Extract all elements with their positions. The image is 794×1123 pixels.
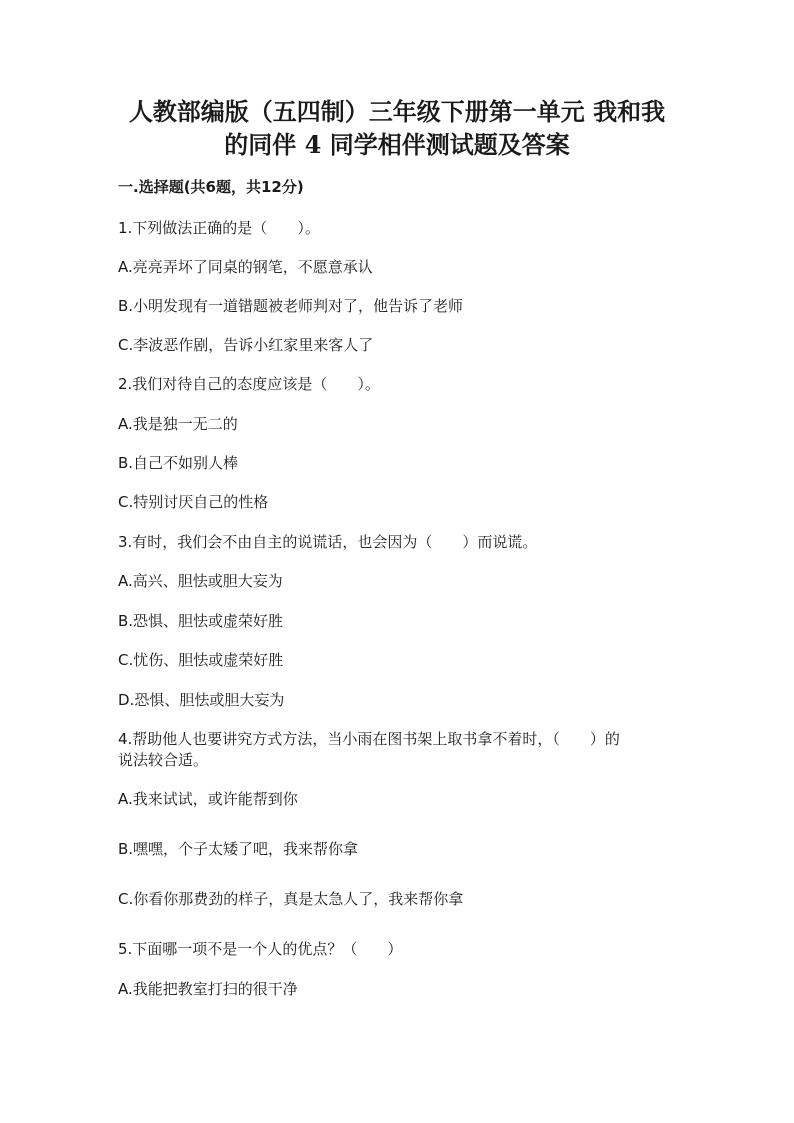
question-3-option-a: A.高兴、胆怯或胆大妄为 <box>118 572 283 590</box>
question-4-stem-line1: 4.帮助他人也要讲究方式方法，当小雨在图书架上取书拿不着时，（ ）的 <box>118 730 620 748</box>
question-4-option-c: C.你看你那费劲的样子，真是太急人了，我来帮你拿 <box>118 890 464 908</box>
question-2-stem: 2.我们对待自己的态度应该是（ ）。 <box>118 375 380 393</box>
question-1-option-a: A.亮亮弄坏了同桌的钢笔，不愿意承认 <box>118 258 373 276</box>
question-5-stem: 5.下面哪一项不是一个人的优点？（ ） <box>118 940 403 958</box>
question-3-stem: 3.有时，我们会不由自主的说谎话，也会因为（ ）而说谎。 <box>118 533 538 551</box>
question-2-option-c: C.特别讨厌自己的性格 <box>118 493 269 511</box>
question-3-option-b: B.恐惧、胆怯或虚荣好胜 <box>118 612 284 630</box>
question-4-option-a: A.我来试试，或许能帮到你 <box>118 790 298 808</box>
question-3-option-c: C.忧伤、胆怯或虚荣好胜 <box>118 651 284 669</box>
doc-title-line2: 的同伴 4 同学相伴测试题及答案 <box>224 130 570 159</box>
question-1-option-c: C.李波恶作剧，告诉小红家里来客人了 <box>118 336 374 354</box>
section-heading: 一.选择题(共6题，共12分) <box>118 178 304 196</box>
question-2-option-b: B.自己不如别人棒 <box>118 454 239 472</box>
question-4-option-b: B.嘿嘿，个子太矮了吧，我来帮你拿 <box>118 840 359 858</box>
doc-title-line1: 人教部编版（五四制）三年级下册第一单元 我和我 <box>128 97 666 126</box>
question-3-option-d: D.恐惧、胆怯或胆大妄为 <box>118 691 285 709</box>
question-4-stem-line2: 说法较合适。 <box>118 751 209 769</box>
question-1-option-b: B.小明发现有一道错题被老师判对了，他告诉了老师 <box>118 297 464 315</box>
question-1-stem: 1.下列做法正确的是（ ）。 <box>118 219 320 237</box>
question-2-option-a: A.我是独一无二的 <box>118 415 238 433</box>
question-5-option-a: A.我能把教室打扫的很干净 <box>118 980 298 998</box>
